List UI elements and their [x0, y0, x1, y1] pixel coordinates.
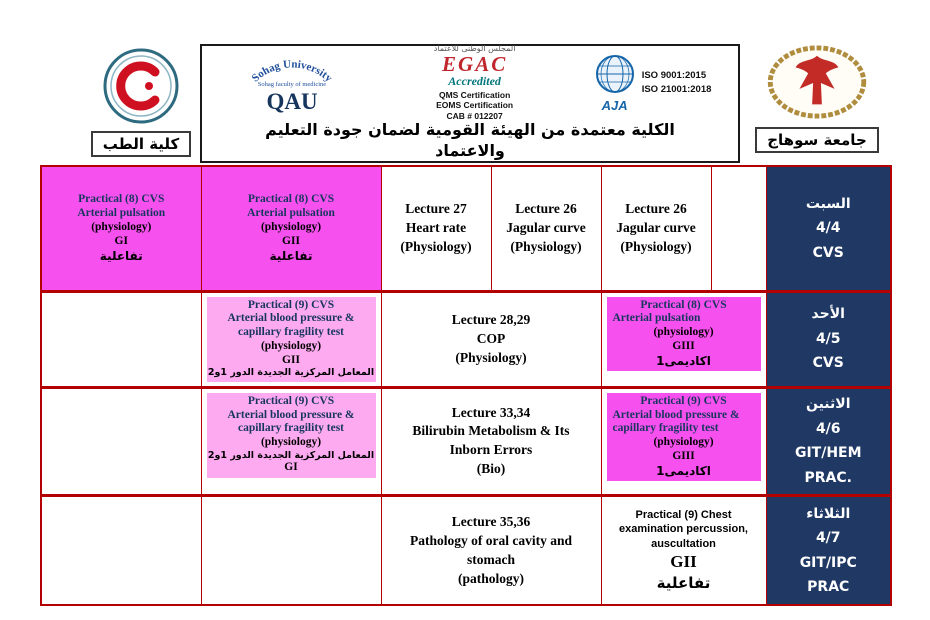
- day-line: الاثنين: [805, 396, 851, 413]
- cell-line: اكاديمى1: [656, 353, 711, 368]
- day-line: السبت: [805, 195, 851, 212]
- lecture-cell: [381, 387, 601, 495]
- cell-line: examination percussion,: [619, 523, 748, 536]
- timetable-row: [41, 291, 891, 387]
- timetable-row: [41, 495, 891, 605]
- university-logo-block: [748, 44, 886, 153]
- empty-cell: [41, 387, 201, 495]
- cell-line: (physiology): [653, 436, 714, 449]
- cell-line: capillary fragility test: [612, 422, 719, 435]
- cell-line: GIII: [672, 450, 695, 463]
- cell-line: GI: [114, 234, 128, 247]
- empty-cell: [41, 495, 201, 605]
- egac-name: EGAC: [442, 52, 508, 77]
- cell-line: Practical (9) Chest: [635, 508, 732, 521]
- faculty-caption: كلية الطب: [91, 131, 192, 157]
- cell-line: Jagular curve: [616, 219, 696, 235]
- day-cell: [766, 166, 891, 291]
- day-line: CVS: [812, 244, 844, 261]
- aja-globe-block: [595, 54, 635, 112]
- cell-line: تفاعلية: [656, 573, 711, 592]
- cell-line: (pathology): [457, 570, 524, 586]
- egac-cert-lines: [396, 90, 554, 122]
- aja-iso-lines: [642, 69, 712, 98]
- day-line: CVS: [812, 355, 844, 372]
- lecture-cell: [381, 291, 601, 387]
- empty-cell: [711, 166, 766, 291]
- cell-line: Arterial pulsation: [612, 312, 701, 325]
- day-line: PRAC: [807, 579, 850, 596]
- university-caption: جامعة سوهاج: [755, 127, 879, 153]
- sohag-university-emblem-icon: [765, 44, 869, 120]
- cell-line: المعامل المركزية الجديدة الدور 1و2: [207, 367, 375, 379]
- lecture-cell: [381, 495, 601, 605]
- day-line: الثلاثاء: [806, 505, 851, 522]
- practical-block: [207, 393, 376, 478]
- day-cell: [766, 291, 891, 387]
- cell-line: Arterial blood pressure &: [227, 408, 355, 421]
- cell-line: Bilirubin Metabolism & Its: [412, 423, 570, 439]
- egac-cert-line: EOMS Certification: [436, 100, 514, 111]
- practical-text-cell: [601, 495, 766, 605]
- cell-line: (physiology): [260, 436, 322, 449]
- cell-line: (Physiology): [510, 238, 582, 254]
- practical-block: [607, 393, 761, 481]
- timetable-row: [41, 166, 891, 291]
- cell-line: GII: [670, 551, 697, 571]
- egac-tagline: Accredited: [448, 74, 501, 89]
- aja-logo: [595, 54, 712, 112]
- day-line: الأحد: [811, 306, 845, 323]
- cell-line: (physiology): [260, 221, 322, 234]
- accreditation-text: الكلية معتمدة من الهيئة القومية لضمان جودة التعليم والاعتماد: [265, 120, 675, 161]
- cell-line: Arterial blood pressure &: [612, 408, 740, 421]
- cell-line: Lecture 33,34: [451, 404, 531, 420]
- practical-block-cell: [201, 291, 381, 387]
- cell-line: GII: [282, 353, 300, 366]
- day-line: GIT/HEM: [794, 445, 862, 462]
- egac-cert-line: CAB # 012207: [446, 110, 503, 121]
- cell-line: (physiology): [260, 339, 322, 352]
- cell-line: (physiology): [653, 326, 714, 339]
- egac-logo: [396, 45, 554, 122]
- practical-block: [207, 297, 376, 382]
- globe-icon: [595, 54, 635, 94]
- cell-line: (Physiology): [455, 349, 527, 365]
- qau-logo-icon: [229, 46, 355, 116]
- qau-acronym: QAU: [265, 88, 318, 114]
- cell-line: (physiology): [91, 221, 152, 234]
- lecture-cell: [491, 166, 601, 291]
- day-line: PRAC.: [804, 469, 852, 486]
- cell-line: capillary fragility test: [237, 326, 345, 339]
- lecture-cell: [381, 166, 491, 291]
- timetable: [40, 165, 892, 606]
- cell-line: Lecture 35,36: [451, 513, 531, 529]
- cell-line: auscultation: [651, 537, 716, 550]
- practical-block-cell: [201, 387, 381, 495]
- timetable-body: [41, 166, 891, 605]
- cell-line: اكاديمى1: [656, 463, 711, 478]
- cell-line: تفاعلية: [99, 248, 143, 263]
- cell-line: Practical (9) CVS: [640, 394, 727, 407]
- cell-line: Lecture 28,29: [451, 311, 531, 327]
- iso-line: ISO 9001:2015: [641, 69, 707, 81]
- lecture-cell: [601, 166, 711, 291]
- faculty-logo-block: [86, 48, 196, 157]
- qau-subtitle: Sohag faculty of medicine: [257, 80, 326, 88]
- egac-cert-line: QMS Certification: [438, 89, 511, 100]
- day-cell: [766, 387, 891, 495]
- cell-line: (Bio): [476, 461, 506, 477]
- practical-gi-cell: [41, 166, 201, 291]
- iso-line: ISO 21001:2018: [641, 84, 712, 95]
- cell-line: Pathology of oral cavity and: [410, 532, 572, 548]
- practical-block-cell: [601, 387, 766, 495]
- empty-cell: [41, 291, 201, 387]
- egac-arabic-line: المجلس الوطنى للاعتماد: [433, 43, 516, 53]
- faculty-of-medicine-logo-icon: [103, 48, 179, 124]
- cell-line: Lecture 26: [515, 200, 577, 216]
- cell-line: (Physiology): [620, 238, 692, 254]
- day-line: 4/5: [815, 330, 841, 347]
- cell-line: COP: [476, 330, 506, 346]
- cell-line: Lecture 27: [405, 200, 467, 216]
- day-line: GIT/IPC: [799, 554, 857, 571]
- cell-line: Arterial pulsation: [77, 207, 166, 220]
- cell-line: GII: [282, 234, 300, 247]
- cell-line: GIII: [672, 339, 695, 352]
- cell-line: Practical (8) CVS: [247, 193, 335, 206]
- qau-logo: [229, 46, 355, 121]
- cell-line: Arterial blood pressure &: [227, 312, 355, 325]
- day-line: 4/7: [815, 530, 841, 547]
- day-cell: [766, 495, 891, 605]
- cell-line: (Physiology): [400, 238, 472, 254]
- aja-acronym: AJA: [601, 98, 628, 113]
- practical-block: [607, 297, 761, 372]
- timetable-row: [41, 387, 891, 495]
- cell-line: Practical (9) CVS: [247, 394, 335, 407]
- cell-line: Inborn Errors: [449, 442, 533, 458]
- practical-gii-cell: [201, 166, 381, 291]
- cell-line: Practical (8) CVS: [640, 298, 727, 311]
- cell-line: Arterial pulsation: [247, 207, 335, 220]
- cell-line: Heart rate: [405, 219, 467, 235]
- cell-line: capillary fragility test: [237, 422, 345, 435]
- cell-line: Practical (8) CVS: [78, 193, 165, 206]
- cell-line: GI: [284, 461, 298, 474]
- qau-arc-text: Sohag University: [249, 57, 334, 84]
- cell-line: Lecture 26: [625, 200, 687, 216]
- cell-line: تفاعلية: [269, 248, 313, 263]
- cell-line: Practical (9) CVS: [247, 298, 335, 311]
- practical-block-cell: [601, 291, 766, 387]
- day-line: 4/4: [815, 220, 841, 236]
- cell-line: المعامل المركزية الجديدة الدور 1و2: [207, 450, 375, 462]
- cell-line: Jagular curve: [506, 219, 586, 235]
- accreditation-box: [200, 44, 740, 163]
- logos-row: [202, 43, 738, 121]
- empty-cell: [201, 495, 381, 605]
- day-line: 4/6: [815, 420, 841, 437]
- cell-line: stomach: [467, 551, 515, 567]
